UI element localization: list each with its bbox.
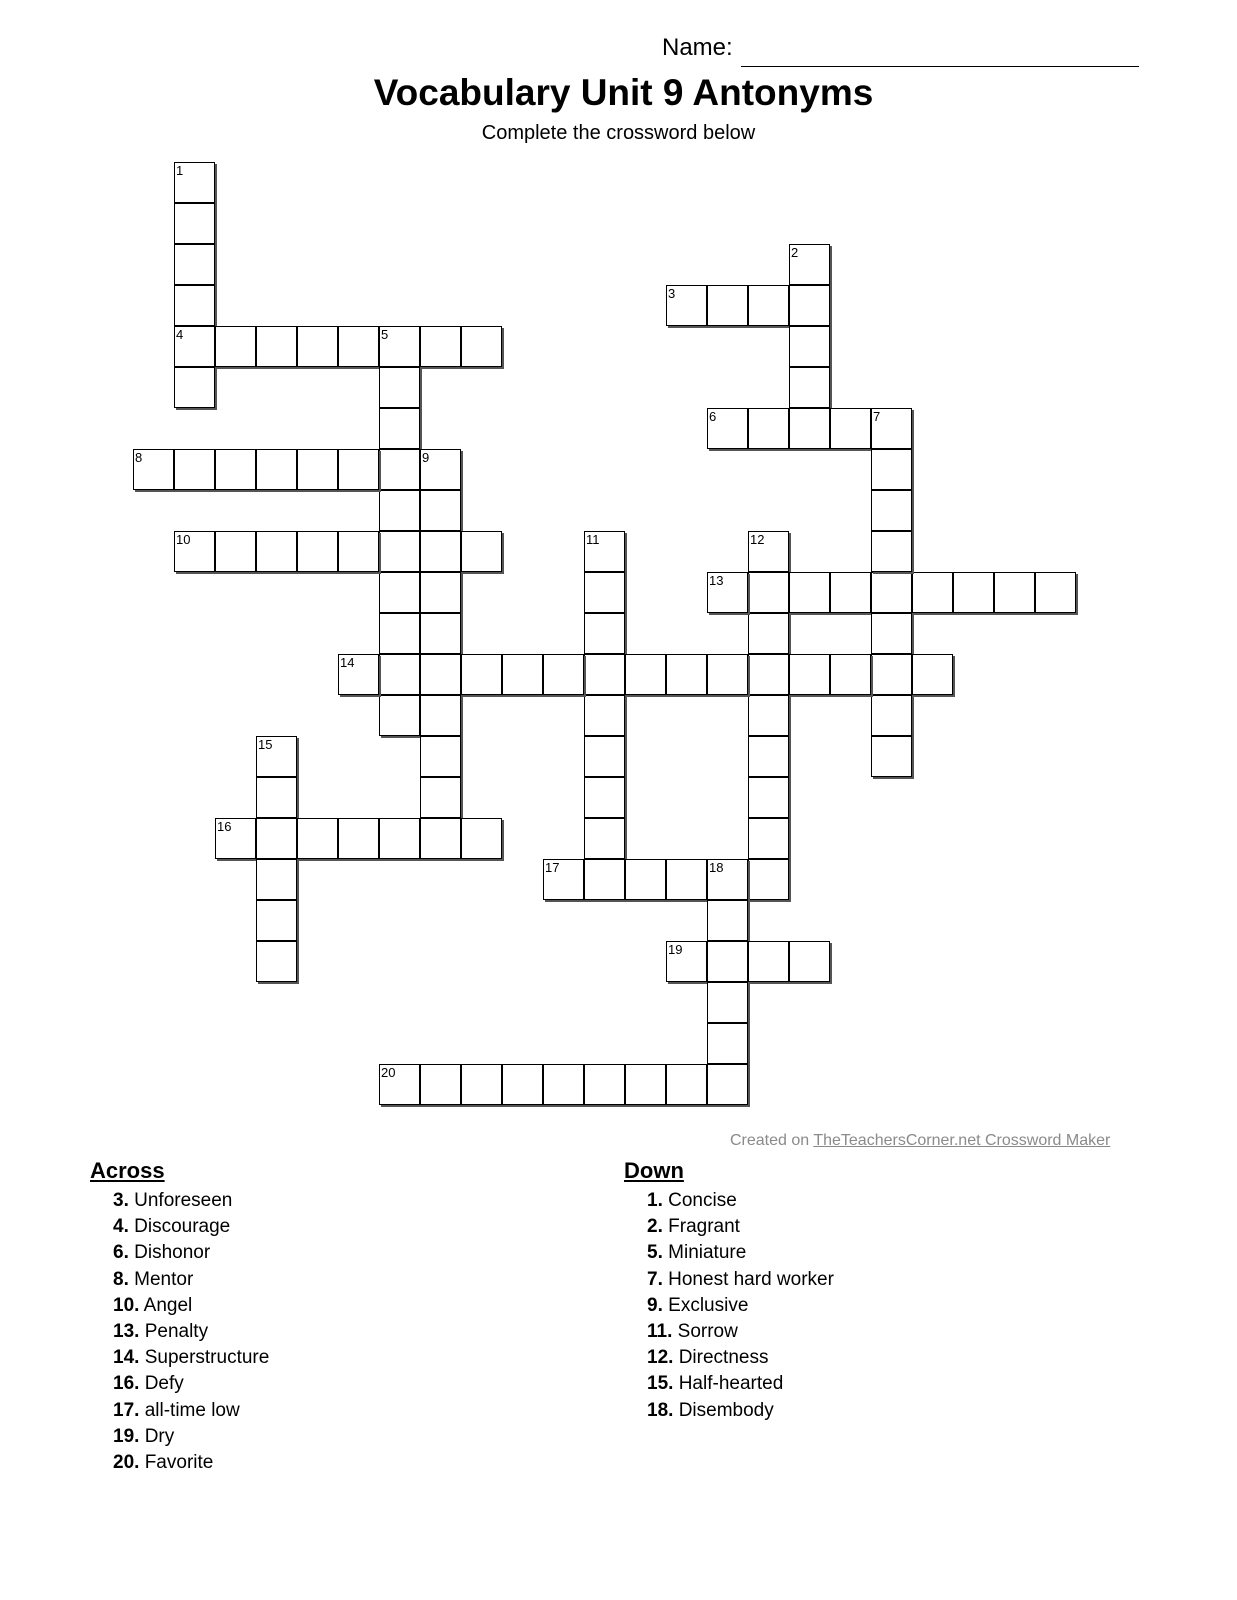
crossword-cell[interactable] [338,818,379,859]
across-clue [90,1293,269,1319]
crossword-cell[interactable] [215,326,256,367]
clue-text: Defy [144,1373,184,1395]
down-heading: Down [624,1158,684,1183]
crossword-cell[interactable] [379,490,420,531]
down-clue [624,1267,834,1293]
crossword-cell[interactable] [297,818,338,859]
crossword-cell[interactable] [748,941,789,982]
crossword-cell[interactable] [256,818,297,859]
crossword-cell[interactable] [174,449,215,490]
across-clue [90,1424,269,1450]
name-label: Name: [662,34,733,61]
crossword-cell[interactable] [830,572,871,613]
crossword-cell[interactable] [256,326,297,367]
crossword-cell[interactable] [748,613,789,654]
crossword-cell[interactable] [420,654,461,695]
crossword-cell[interactable] [256,777,297,818]
across-clue [90,1371,269,1397]
clue-num: 7. [647,1268,663,1290]
crossword-cell[interactable] [338,531,379,572]
crossword-cell[interactable] [707,900,748,941]
credit-line [730,1132,1110,1150]
clue-num: 12. [647,1347,674,1369]
clue-text: Penalty [144,1321,209,1343]
crossword-cell[interactable] [584,613,625,654]
clue-number: 17 [545,860,560,875]
clue-number: 15 [258,737,273,752]
crossword-cell[interactable] [543,1064,584,1105]
crossword-cell[interactable] [912,654,953,695]
crossword-cell[interactable] [871,654,912,695]
clue-num: 2. [647,1216,663,1238]
crossword-cell[interactable] [420,572,461,613]
crossword-cell[interactable] [461,531,502,572]
crossword-cell[interactable] [871,449,912,490]
clue-number: 10 [176,532,191,547]
across-heading: Across [90,1158,165,1183]
clue-num: 5. [647,1242,663,1264]
clue-text: Unforeseen [134,1190,233,1211]
across-clue [90,1345,269,1371]
crossword-cell[interactable] [789,367,830,408]
crossword-cell[interactable] [584,736,625,777]
crossword-cell[interactable] [420,490,461,531]
across-clue-list [90,1188,269,1476]
clue-num: 3. [113,1190,129,1211]
crossword-cell[interactable] [748,777,789,818]
crossword-cell[interactable] [420,449,461,490]
clue-number: 18 [709,860,724,875]
crossword-cell[interactable] [912,572,953,613]
crossword-cell[interactable] [256,449,297,490]
crossword-cell[interactable] [707,285,748,326]
clue-number: 3 [668,286,676,301]
down-clue [624,1214,834,1240]
crossword-cell[interactable] [789,285,830,326]
crossword-cell[interactable] [584,531,625,572]
crossword-cell[interactable] [502,654,543,695]
down-clue [624,1188,834,1214]
crossword-cell[interactable] [748,531,789,572]
crossword-cell[interactable] [789,941,830,982]
clue-num: 4. [113,1216,129,1238]
clue-number: 4 [176,327,184,342]
crossword-cell[interactable] [707,1023,748,1064]
clue-number: 6 [709,409,717,424]
crossword-cell[interactable] [584,1064,625,1105]
down-clue [624,1293,834,1319]
crossword-cell[interactable] [748,818,789,859]
clue-num: 19. [113,1425,140,1447]
clue-number: 1 [176,163,184,178]
clue-num: 18. [647,1399,674,1421]
crossword-cell[interactable] [871,490,912,531]
crossword-cell[interactable] [379,613,420,654]
crossword-cell[interactable] [379,326,420,367]
crossword-cell[interactable] [297,531,338,572]
crossword-cell[interactable] [379,695,420,736]
crossword-cell[interactable] [338,326,379,367]
crossword-cell[interactable] [174,244,215,285]
clue-num: 10. [113,1294,140,1316]
clue-text: all-time low [144,1399,240,1421]
crossword-cell[interactable] [256,736,297,777]
crossword-cell[interactable] [338,449,379,490]
crossword-cell[interactable] [379,572,420,613]
down-clues [624,1158,834,1424]
crossword-cell[interactable] [461,818,502,859]
crossword-cell[interactable] [297,326,338,367]
clue-number: 2 [791,245,799,260]
clue-num: 13. [113,1321,140,1343]
clue-number: 12 [750,532,765,547]
crossword-cell[interactable] [666,1064,707,1105]
clue-number: 16 [217,819,232,834]
crossword-cell[interactable] [174,285,215,326]
clue-text: Dry [144,1425,175,1447]
crossword-cell[interactable] [707,982,748,1023]
clue-text: Concise [668,1190,737,1211]
crossword-cell[interactable] [789,654,830,695]
crossword-cell[interactable] [789,572,830,613]
clue-text: Disembody [678,1399,774,1421]
clue-text: Favorite [144,1452,214,1474]
crossword-cell[interactable] [215,449,256,490]
crossword-cell[interactable] [625,859,666,900]
crossword-cell[interactable] [871,531,912,572]
crossword-cell[interactable] [379,449,420,490]
crossword-cell[interactable] [420,736,461,777]
crossword-cell[interactable] [748,408,789,449]
clue-text: Exclusive [668,1294,749,1316]
clue-text: Half-hearted [678,1373,784,1395]
crossword-cell[interactable] [174,326,215,367]
crossword-cell[interactable] [584,654,625,695]
clue-text: Dishonor [134,1242,211,1264]
clue-num: 20. [113,1452,140,1474]
down-clue [624,1319,834,1345]
crossword-cell[interactable] [789,244,830,285]
crossword-cell[interactable] [994,572,1035,613]
crossword-cell[interactable] [748,736,789,777]
crossword-cell[interactable] [666,859,707,900]
clue-num: 8. [113,1268,129,1290]
crossword-cell[interactable] [420,1064,461,1105]
crossword-cell[interactable] [871,613,912,654]
clue-number: 5 [381,327,389,342]
crossword-cell[interactable] [379,818,420,859]
clue-text: Honest hard worker [668,1268,834,1290]
down-clue-list [624,1188,834,1424]
crossword-cell[interactable] [707,654,748,695]
clue-number: 19 [668,942,683,957]
clue-number: 9 [422,450,430,465]
crossword-cell[interactable] [420,326,461,367]
crossword-cell[interactable] [871,572,912,613]
crossword-cell[interactable] [584,859,625,900]
crossword-cell[interactable] [420,613,461,654]
clue-text: Superstructure [144,1347,270,1369]
clue-text: Directness [678,1347,769,1369]
clue-num: 17. [113,1399,140,1421]
crossword-cell[interactable] [338,654,379,695]
down-clue [624,1345,834,1371]
crossword-cell[interactable] [133,449,174,490]
crossword-cell[interactable] [1035,572,1076,613]
clue-text: Fragrant [668,1216,740,1238]
across-clue [90,1240,269,1266]
clue-number: 20 [381,1065,396,1080]
clue-number: 7 [873,409,881,424]
crossword-cell[interactable] [830,654,871,695]
crossword-cell[interactable] [461,1064,502,1105]
crossword-cell[interactable] [379,531,420,572]
crossword-cell[interactable] [420,818,461,859]
crossword-cell[interactable] [379,1064,420,1105]
across-clue [90,1450,269,1476]
crossword-cell[interactable] [420,695,461,736]
crossword-cell[interactable] [666,654,707,695]
credit-prefix: Created on [730,1132,814,1149]
across-clue [90,1319,269,1345]
crossword-cell[interactable] [871,736,912,777]
crossword-cell[interactable] [461,654,502,695]
page-title: Vocabulary Unit 9 Antonyms [373,72,874,113]
crossword-cell[interactable] [174,203,215,244]
clue-num: 1. [647,1190,663,1211]
crossword-cell[interactable] [256,531,297,572]
crossword-cell[interactable] [871,408,912,449]
crossword-cell[interactable] [584,695,625,736]
across-clues [90,1158,269,1476]
crossword-cell[interactable] [215,531,256,572]
crossword-cell[interactable] [379,408,420,449]
crossword-cell[interactable] [707,1064,748,1105]
crossword-cell[interactable] [707,941,748,982]
crossword-cell[interactable] [666,941,707,982]
crossword-cell[interactable] [461,326,502,367]
crossword-cell[interactable] [256,900,297,941]
crossword-cell[interactable] [174,162,215,203]
crossword-cell[interactable] [174,367,215,408]
crossword-cell[interactable] [707,572,748,613]
clue-num: 6. [113,1242,129,1264]
crossword-cell[interactable] [543,654,584,695]
crossword-cell[interactable] [256,941,297,982]
clue-number: 14 [340,655,355,670]
clue-number: 11 [586,532,600,547]
crossword-cell[interactable] [871,695,912,736]
clue-text: Angel [143,1294,193,1316]
crossword-cell[interactable] [748,859,789,900]
credit-link[interactable]: TheTeachersCorner.net Crossword Maker [813,1132,1111,1149]
across-clue [90,1188,269,1214]
clue-text: Discourage [134,1216,231,1238]
clue-text: Mentor [134,1268,194,1290]
crossword-cell[interactable] [256,859,297,900]
crossword-cell[interactable] [953,572,994,613]
crossword-cell[interactable] [584,777,625,818]
page-subtitle: Complete the crossword below [481,122,756,144]
down-clue [624,1240,834,1266]
clue-num: 14. [113,1347,140,1369]
down-clue [624,1371,834,1397]
clue-num: 16. [113,1373,140,1395]
crossword-cell[interactable] [748,695,789,736]
crossword-cell[interactable] [379,367,420,408]
crossword-cell[interactable] [625,1064,666,1105]
across-clue [90,1214,269,1240]
across-clue [90,1267,269,1293]
crossword-cell[interactable] [420,531,461,572]
crossword-cell[interactable] [748,572,789,613]
crossword-cell[interactable] [297,449,338,490]
crossword-cell[interactable] [789,408,830,449]
crossword-cell[interactable] [707,859,748,900]
clue-text: Miniature [668,1242,747,1264]
crossword-cell[interactable] [830,408,871,449]
crossword-cell[interactable] [666,285,707,326]
crossword-cell[interactable] [707,408,748,449]
crossword-cell[interactable] [748,654,789,695]
crossword-cell[interactable] [625,654,666,695]
down-clue [624,1398,834,1424]
crossword-cell[interactable] [543,859,584,900]
clue-text: Sorrow [677,1321,738,1343]
crossword-cell[interactable] [215,818,256,859]
clue-num: 15. [647,1373,674,1395]
crossword-cell[interactable] [502,1064,543,1105]
crossword-cell[interactable] [584,572,625,613]
clue-num: 11. [647,1321,673,1343]
clue-number: 13 [709,573,724,588]
crossword-cell[interactable] [420,777,461,818]
crossword-cell[interactable] [789,326,830,367]
crossword-cell[interactable] [174,531,215,572]
crossword-cell[interactable] [584,818,625,859]
across-clue [90,1398,269,1424]
crossword-cell[interactable] [748,285,789,326]
crossword-cell[interactable] [379,654,420,695]
clue-number: 8 [135,450,143,465]
clue-num: 9. [647,1294,663,1316]
